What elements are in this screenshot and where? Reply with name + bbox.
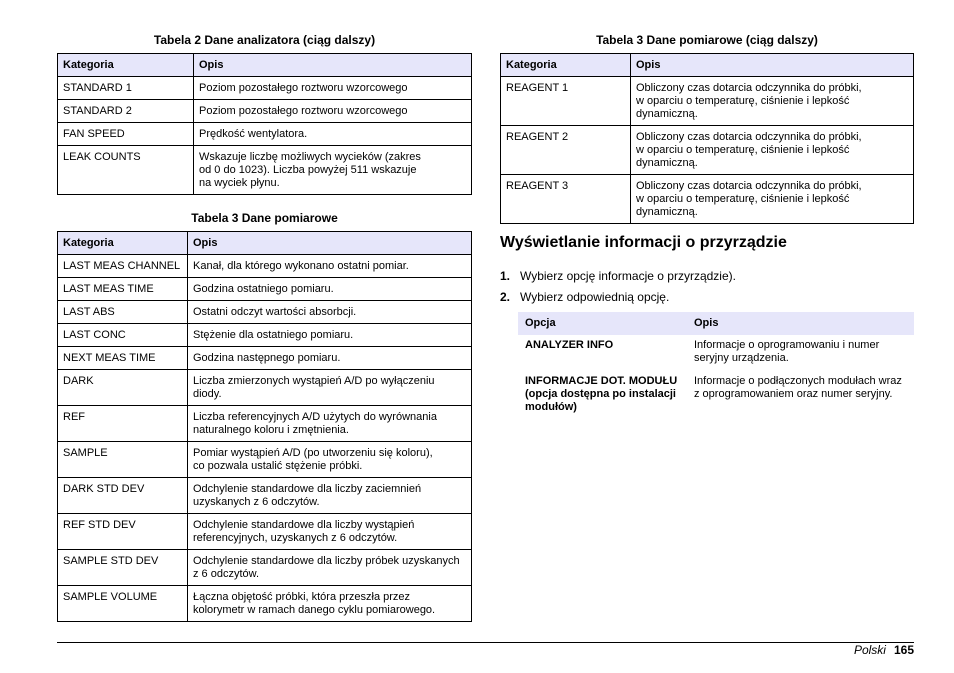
- text-line: Informacje o podłączonych modułach wraz: [694, 375, 902, 387]
- text-line: Informacje o oprogramowaniu i numer: [694, 339, 880, 351]
- table-header-row: [518, 312, 914, 335]
- text-line: Poziom pozostałego roztworu wzorcowego: [199, 82, 408, 94]
- table-header-row: [58, 232, 472, 255]
- column-header-description: Opis: [188, 232, 472, 255]
- text-line: dynamiczną.: [636, 206, 698, 218]
- text-line: Ostatni odczyt wartości absorbcji.: [193, 306, 357, 318]
- table-row: [501, 77, 914, 126]
- table3-caption: Tabela 3 Dane pomiarowe: [191, 211, 338, 225]
- measurement-data-table: [57, 231, 472, 622]
- category-cell: DARK STD DEV: [58, 478, 188, 514]
- category-cell: LAST MEAS TIME: [58, 278, 188, 301]
- text-line: w oparciu o temperaturę, ciśnienie i lepkość: [636, 95, 850, 107]
- category-cell: STANDARD 2: [58, 100, 194, 123]
- text-line: diody.: [193, 388, 222, 400]
- category-cell: REF: [58, 406, 188, 442]
- text-line: Liczba zmierzonych wystąpień A/D po wyłączeniu: [193, 375, 435, 387]
- category-cell: REAGENT 1: [501, 77, 631, 126]
- text-line: ANALYZER INFO: [525, 339, 614, 351]
- category-cell: SAMPLE STD DEV: [58, 550, 188, 586]
- category-cell: LEAK COUNTS: [58, 146, 194, 195]
- table-header-row: [501, 54, 914, 77]
- section-heading: Wyświetlanie informacji o przyrządzie: [500, 234, 787, 251]
- table-row: [58, 586, 472, 622]
- category-cell: NEXT MEAS TIME: [58, 347, 188, 370]
- text-line: Obliczony czas dotarcia odczynnika do próbki,: [636, 82, 862, 94]
- description-cell: [194, 146, 472, 195]
- table-row: [58, 255, 472, 278]
- description-cell: [194, 100, 472, 123]
- category-cell: REAGENT 2: [501, 126, 631, 175]
- text-line: referencyjnych, uzyskanych z 6 odczytów.: [193, 532, 398, 544]
- description-cell: [188, 255, 472, 278]
- table-row: [58, 324, 472, 347]
- column-header-category: Kategoria: [501, 54, 631, 77]
- column-header-description: Opis: [687, 312, 914, 335]
- instrument-info-options-table: [518, 312, 914, 420]
- text-line: kolorymetr w ramach danego cyklu pomiarowego.: [193, 604, 436, 616]
- table2-caption: Tabela 2 Dane analizatora (ciąg dalszy): [153, 33, 376, 47]
- text-line: INFORMACJE DOT. MODUŁU: [525, 375, 678, 387]
- text-line: Odchylenie standardowe dla liczby zaciemnień: [193, 483, 422, 495]
- text-line: Godzina następnego pomiaru.: [193, 352, 341, 364]
- description-cell: [188, 278, 472, 301]
- table-row: [58, 514, 472, 550]
- option-cell: [518, 371, 687, 420]
- category-cell: STANDARD 1: [58, 77, 194, 100]
- table-row: [58, 550, 472, 586]
- table-row: [58, 406, 472, 442]
- description-cell: [188, 550, 472, 586]
- text-line: Wskazuje liczbę możliwych wycieków (zakres: [199, 151, 421, 163]
- description-cell: [188, 370, 472, 406]
- text-line: na wyciek płynu.: [199, 177, 280, 189]
- text-line: Stężenie dla ostatniego pomiaru.: [193, 329, 354, 341]
- category-cell: SAMPLE VOLUME: [58, 586, 188, 622]
- text-line: Godzina ostatniego pomiaru.: [193, 283, 334, 295]
- text-line: (opcja dostępna po instalacji: [525, 388, 676, 400]
- category-cell: REAGENT 3: [501, 175, 631, 224]
- page-number: 165: [893, 643, 914, 657]
- description-cell: [194, 77, 472, 100]
- steps-list: [500, 268, 736, 310]
- option-cell: [518, 335, 687, 371]
- text-line: Odchylenie standardowe dla liczby próbek uzyskanych: [193, 555, 460, 567]
- column-header-option: Opcja: [518, 312, 687, 335]
- column-header-category: Kategoria: [58, 54, 194, 77]
- category-cell: SAMPLE: [58, 442, 188, 478]
- category-cell: REF STD DEV: [58, 514, 188, 550]
- description-cell: [188, 514, 472, 550]
- category-cell: LAST ABS: [58, 301, 188, 324]
- table-row: [58, 370, 472, 406]
- text-line: Pomiar wystąpień A/D (po utworzeniu się koloru),: [193, 447, 433, 459]
- table-row: [58, 301, 472, 324]
- text-line: dynamiczną.: [636, 157, 698, 169]
- description-cell: [631, 77, 914, 126]
- description-cell: [188, 406, 472, 442]
- text-line: Kanał, dla którego wykonano ostatni pomiar.: [193, 260, 409, 272]
- step-text: Wybierz odpowiednią opcję.: [520, 290, 670, 304]
- table3-continued-caption: Tabela 3 Dane pomiarowe (ciąg dalszy): [596, 33, 818, 47]
- table-row: [58, 146, 472, 195]
- category-cell: DARK: [58, 370, 188, 406]
- description-cell: [188, 301, 472, 324]
- table-row: [58, 123, 472, 146]
- description-cell: [188, 347, 472, 370]
- table-row: [58, 278, 472, 301]
- text-line: w oparciu o temperaturę, ciśnienie i lepkość: [636, 193, 850, 205]
- table-row: [518, 335, 914, 371]
- table-row: [58, 100, 472, 123]
- description-cell: [687, 371, 914, 420]
- step-number: 2.: [500, 290, 511, 304]
- step-item: [500, 268, 736, 289]
- text-line: w oparciu o temperaturę, ciśnienie i lepkość: [636, 144, 850, 156]
- description-cell: [188, 478, 472, 514]
- analyzer-data-table: [57, 53, 472, 195]
- text-line: modułów): [525, 401, 577, 413]
- text-line: dynamiczną.: [636, 108, 698, 120]
- text-line: z 6 odczytów.: [193, 568, 260, 580]
- category-cell: FAN SPEED: [58, 123, 194, 146]
- column-header-category: Kategoria: [58, 232, 188, 255]
- text-line: z oprogramowaniem oraz numer seryjny.: [694, 388, 893, 400]
- description-cell: [188, 442, 472, 478]
- description-cell: [188, 586, 472, 622]
- step-number: 1.: [500, 269, 511, 283]
- text-line: seryjny urządzenia.: [694, 352, 789, 364]
- description-cell: [631, 126, 914, 175]
- table-row: [58, 478, 472, 514]
- text-line: Poziom pozostałego roztworu wzorcowego: [199, 105, 408, 117]
- description-cell: [188, 324, 472, 347]
- text-line: Obliczony czas dotarcia odczynnika do próbki,: [636, 180, 862, 192]
- step-text: Wybierz opcję informacje o przyrządzie).: [520, 269, 736, 283]
- footer-language: Polski: [853, 643, 886, 657]
- footer-divider: [57, 642, 914, 643]
- column-header-description: Opis: [194, 54, 472, 77]
- table-row: [58, 347, 472, 370]
- table-row: [501, 175, 914, 224]
- text-line: uzyskanych z 6 odczytów.: [193, 496, 320, 508]
- text-line: Prędkość wentylatora.: [199, 128, 308, 140]
- description-cell: [631, 175, 914, 224]
- description-cell: [194, 123, 472, 146]
- text-line: Obliczony czas dotarcia odczynnika do próbki,: [636, 131, 862, 143]
- column-header-description: Opis: [631, 54, 914, 77]
- description-cell: [687, 335, 914, 371]
- text-line: Liczba referencyjnych A/D użytych do wyrównania: [193, 411, 437, 423]
- text-line: co pozwala ustalić stężenie próbki.: [193, 460, 363, 472]
- table-row: [501, 126, 914, 175]
- text-line: naturalnego koloru i zmętnienia.: [193, 424, 349, 436]
- table-row: [58, 77, 472, 100]
- table-header-row: [58, 54, 472, 77]
- page-footer: [854, 643, 914, 657]
- category-cell: LAST CONC: [58, 324, 188, 347]
- table-row: [518, 371, 914, 420]
- text-line: Łączna objętość próbki, która przeszła przez: [193, 591, 411, 603]
- table-row: [58, 442, 472, 478]
- measurement-data-continued-table: [500, 53, 914, 224]
- category-cell: LAST MEAS CHANNEL: [58, 255, 188, 278]
- step-item: [500, 289, 736, 310]
- text-line: od 0 do 1023). Liczba powyżej 511 wskazuje: [199, 164, 417, 176]
- text-line: Odchylenie standardowe dla liczby wystąpień: [193, 519, 415, 531]
